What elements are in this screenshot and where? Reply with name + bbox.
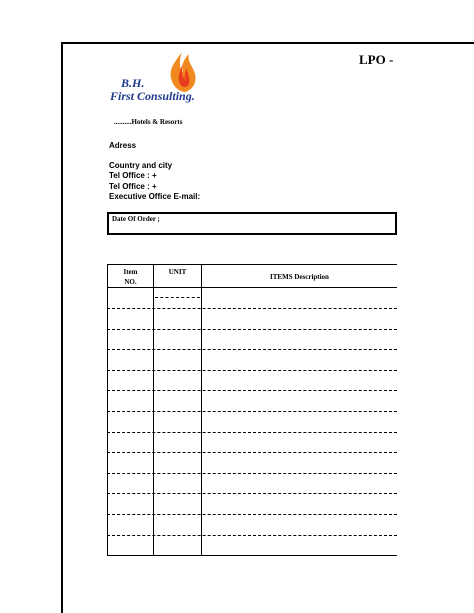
tel-office-label-2: Tel Office : +	[109, 182, 157, 191]
column-header-no: NO.	[124, 278, 137, 286]
table-row	[107, 452, 397, 453]
email-label: Executive Office E-mail:	[109, 192, 201, 201]
table-row	[107, 308, 397, 309]
column-header-item: Item	[123, 268, 138, 276]
table-row	[107, 493, 397, 494]
column-header-description: ITEMS Description	[270, 273, 329, 281]
date-of-order-label: Date Of Order ;	[112, 215, 160, 223]
unit-subdivider	[155, 297, 200, 298]
flame-icon	[165, 50, 199, 94]
table-row	[107, 514, 397, 515]
company-tagline: ..........Hotels & Resorts	[114, 118, 183, 126]
column-header-unit: UNIT	[168, 268, 187, 276]
table-row	[107, 329, 397, 330]
table-row	[107, 349, 397, 350]
address-label: Adress	[109, 141, 137, 150]
table-row	[107, 555, 397, 556]
table-row	[107, 432, 397, 433]
document-title: LPO -	[359, 52, 394, 67]
date-of-order-box[interactable]	[107, 212, 397, 235]
tel-office-label-1: Tel Office : +	[109, 171, 157, 180]
logo-text-initials: B.H.	[121, 76, 145, 90]
column-header-item-no	[107, 267, 154, 287]
logo-text-company: First Consulting.	[110, 89, 195, 103]
table-row	[107, 411, 397, 412]
table-row	[107, 535, 397, 536]
country-city-label: Country and city	[109, 161, 173, 170]
table-row	[107, 370, 397, 371]
header-divider	[107, 287, 397, 288]
table-row	[107, 390, 397, 391]
table-row	[107, 473, 397, 474]
